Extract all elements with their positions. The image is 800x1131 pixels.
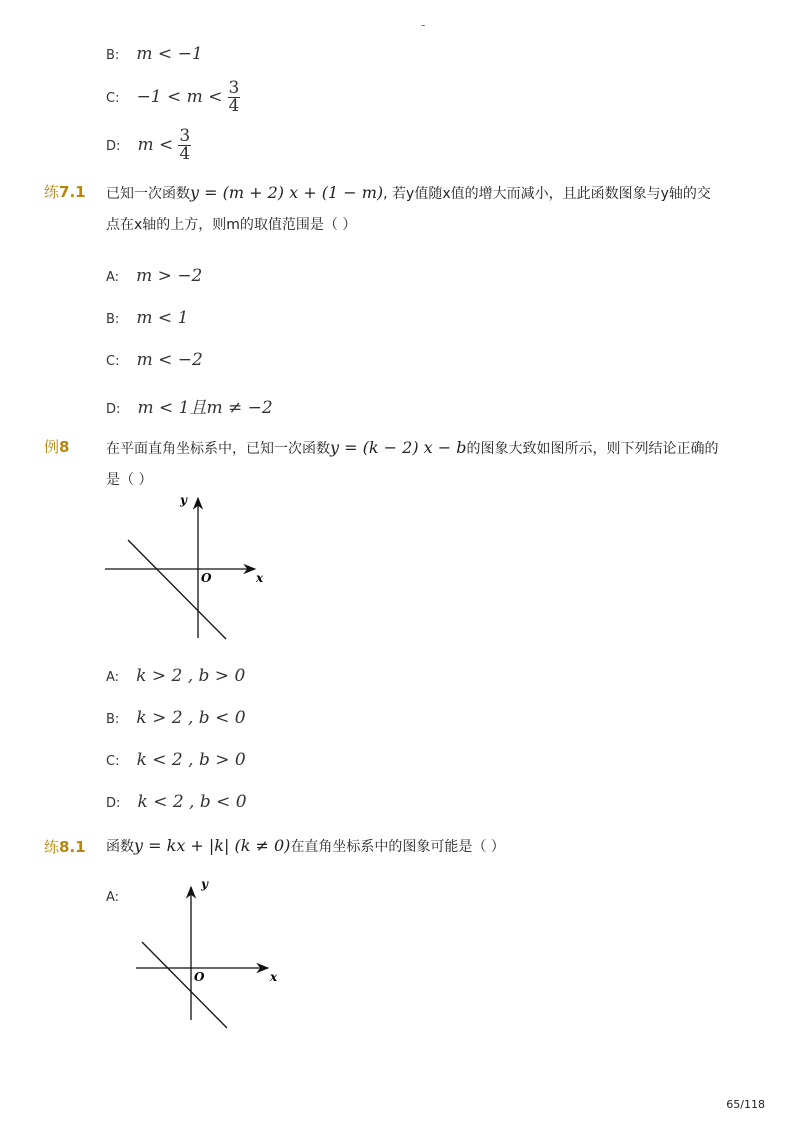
option-letter: D: xyxy=(106,796,121,811)
option-b xyxy=(106,708,246,728)
question-text-part: 函数 xyxy=(106,839,134,855)
option-letter: B: xyxy=(106,48,120,63)
option-letter: D: xyxy=(106,139,121,154)
question-line-2: 是（ ） xyxy=(106,472,153,488)
question-label xyxy=(44,436,69,457)
question-text-part: 在直角坐标系中的图象可能是（ ） xyxy=(290,839,505,855)
question-line-1 xyxy=(106,177,726,210)
option-letter: C: xyxy=(106,91,120,106)
question-label-prefix: 练 xyxy=(44,183,60,201)
option-expression: k > 2 , b > 0 xyxy=(136,666,246,686)
prev-option-d xyxy=(106,128,191,163)
fraction-denominator: 4 xyxy=(228,96,240,116)
fraction xyxy=(228,80,241,115)
option-expression: m < xyxy=(137,135,174,155)
origin-label: O xyxy=(194,970,205,984)
prev-option-b xyxy=(106,44,203,64)
question-formula: y = (m + 2) x + (1 − m) xyxy=(190,183,384,202)
option-expression: m > −2 xyxy=(136,266,203,286)
y-axis-label: y xyxy=(201,877,208,891)
option-letter: B: xyxy=(106,312,120,327)
option-letter: A: xyxy=(106,670,120,685)
question-text xyxy=(106,432,726,496)
question-line-2: 点在x轴的上方，则m的取值范围是（ ） xyxy=(106,217,357,233)
option-a xyxy=(106,666,245,686)
question-label xyxy=(44,836,86,857)
fraction-denominator: 4 xyxy=(179,144,191,164)
option-expression: k < 2 , b < 0 xyxy=(137,792,247,812)
option-expression: k > 2 , b < 0 xyxy=(136,708,246,728)
question-line-1 xyxy=(106,830,726,863)
option-d xyxy=(106,393,273,418)
question-text-part: , 若y值随x值的增大而减小，且此函数图象与y轴的交 xyxy=(383,186,711,202)
option-expression: m < 1 xyxy=(136,308,189,328)
question-number: 8 xyxy=(59,438,70,456)
option-expression: k < 2 , b > 0 xyxy=(136,750,246,770)
question-label xyxy=(44,181,86,202)
x-axis-label: x xyxy=(256,571,264,585)
option-letter: D: xyxy=(106,402,121,417)
coordinate-graph xyxy=(130,875,290,1035)
option-letter: B: xyxy=(106,712,120,727)
function-line xyxy=(142,942,227,1028)
question-number: 8.1 xyxy=(59,838,86,856)
function-line xyxy=(128,540,226,639)
option-letter: C: xyxy=(106,354,120,369)
option-a xyxy=(106,266,202,286)
option-b xyxy=(106,308,188,328)
coordinate-graph xyxy=(100,490,280,645)
question-text-part: 在平面直角坐标系中，已知一次函数 xyxy=(106,441,330,457)
y-axis-label: y xyxy=(180,493,187,507)
option-c xyxy=(106,350,203,370)
option-expression: m < −2 xyxy=(136,350,203,370)
question-label-prefix: 例 xyxy=(44,438,60,456)
option-d xyxy=(106,792,247,812)
question-number: 7.1 xyxy=(59,183,86,201)
top-mark: - xyxy=(421,18,426,32)
question-label-prefix: 练 xyxy=(44,838,60,856)
option-letter: C: xyxy=(106,754,120,769)
fraction-numerator: 3 xyxy=(228,78,240,98)
question-text xyxy=(106,830,726,863)
option-expression: −1 < m < xyxy=(136,87,223,107)
prev-option-c xyxy=(106,80,240,115)
option-expression: m < 1且m ≠ −2 xyxy=(137,398,273,418)
page-number: 65/118 xyxy=(726,1098,765,1111)
question-text xyxy=(106,177,726,241)
option-c xyxy=(106,750,246,770)
option-letter: A: xyxy=(106,890,120,905)
question-text-part: 已知一次函数 xyxy=(106,186,190,202)
fraction xyxy=(178,128,191,163)
question-formula: y = kx + |k| (k ≠ 0) xyxy=(134,836,291,855)
fraction-numerator: 3 xyxy=(179,126,191,146)
origin-label: O xyxy=(201,571,212,585)
option-expression: m < −1 xyxy=(136,44,203,64)
question-formula: y = (k − 2) x − b xyxy=(330,438,467,457)
option-letter: A: xyxy=(106,270,120,285)
x-axis-label: x xyxy=(270,970,278,984)
question-line-1 xyxy=(106,432,726,465)
question-text-part: 的图象大致如图所示，则下列结论正确的 xyxy=(466,441,719,457)
